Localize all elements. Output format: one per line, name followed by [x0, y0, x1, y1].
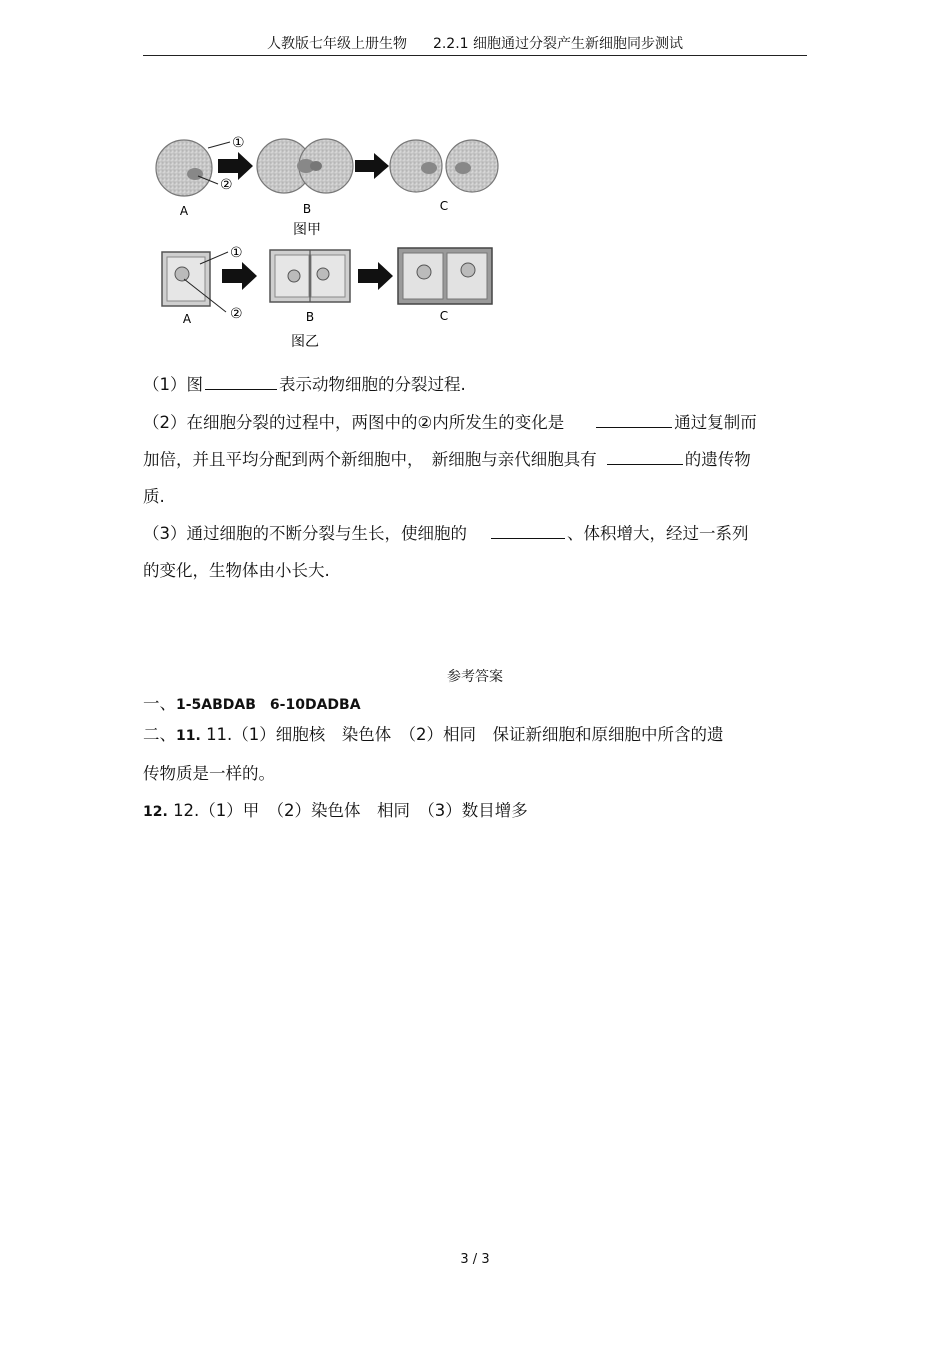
jia-cell-c	[390, 140, 498, 192]
page-header	[143, 34, 807, 56]
yi-cell-b	[270, 250, 350, 302]
answer-blank[interactable]	[205, 371, 277, 390]
arrow-icon	[355, 153, 389, 179]
arrow-icon	[218, 152, 253, 180]
yi-cell-c	[398, 248, 492, 304]
yi-label-c: C	[439, 309, 449, 323]
yi-marker-2: ②	[230, 306, 243, 322]
jia-marker-1: ①	[232, 135, 245, 151]
jia-label-a: A	[179, 204, 189, 218]
question-2-line-2: 加倍，并且平均分配到两个新细胞中， 新细胞与亲代细胞具有 的遗传物	[143, 441, 815, 478]
jia-cell-b	[257, 139, 353, 193]
answer-blank[interactable]	[491, 520, 565, 539]
question-2-line-1: （2）在细胞分裂的过程中，两图中的②内所发生的变化是 通过复制而	[143, 404, 815, 441]
question-3-line-1: （3）通过细胞的不断分裂与生长，使细胞的 、体积增大，经过一系列	[143, 515, 815, 552]
jia-marker-2: ②	[220, 177, 233, 193]
yi-cell-a	[162, 252, 228, 312]
answer-blank[interactable]	[596, 409, 672, 428]
yi-label-b: B	[305, 310, 315, 324]
answer-blank[interactable]	[607, 446, 683, 465]
figure-jia	[156, 135, 498, 238]
page-number: 3 / 3	[460, 1252, 490, 1267]
jia-label-c: C	[439, 199, 449, 213]
yi-label-a: A	[182, 312, 192, 326]
question-2-line-3: 质.	[143, 487, 165, 506]
question-1: （1）图 表示动物细胞的分裂过程.	[143, 366, 815, 403]
figure-yi	[162, 245, 492, 350]
answer-section-3: 12. 12.（1）甲 （2）染色体 相同 （3）数目增多	[143, 801, 528, 820]
answer-section-1: 一、1-5ABDAB 6-10DADBA	[143, 694, 361, 713]
arrow-icon	[222, 262, 257, 290]
header-lesson: 2.2.1 细胞通过分裂产生新细胞同步测试	[432, 36, 684, 52]
answer-section-2: 二、11. 11.（1）细胞核 染色体 （2）相同 保证新细胞和原细胞中所含的遗 传物质是一样的。	[143, 725, 724, 783]
question-3-line-2: 的变化，生物体由小长大.	[143, 561, 330, 580]
answers-title: 参考答案	[447, 669, 503, 685]
question-3	[143, 515, 815, 589]
jia-caption: 图甲	[293, 222, 321, 238]
cell-division-figure	[150, 126, 510, 358]
arrow-icon	[358, 262, 393, 290]
jia-label-b: B	[302, 202, 312, 216]
yi-caption: 图乙	[291, 334, 319, 350]
header-book: 人教版七年级上册生物	[266, 36, 407, 52]
yi-marker-1: ①	[230, 245, 243, 261]
question-2	[143, 404, 815, 515]
